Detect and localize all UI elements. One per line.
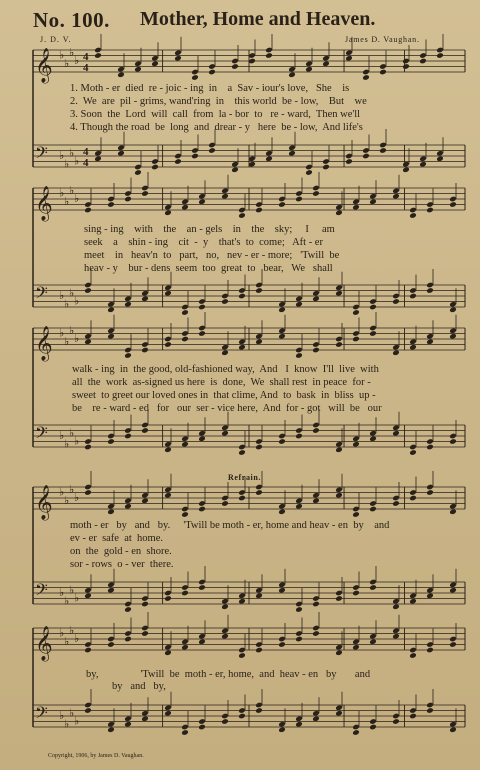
note-head — [369, 724, 377, 731]
note-head — [181, 336, 189, 343]
bass-clef-icon: 𝄢 — [35, 282, 48, 307]
note-head — [107, 306, 115, 313]
note-head — [426, 707, 434, 714]
note-head — [436, 155, 444, 162]
lyric-line: 4. Though the road be long and drear - y here be - low, And life's — [70, 122, 363, 133]
flat-icon: ♭ — [64, 634, 70, 648]
note-head — [322, 60, 330, 67]
note-head — [174, 55, 182, 62]
note-head — [312, 497, 320, 504]
lyric-line: on the gold - en shore. — [70, 546, 172, 557]
note-head — [255, 444, 263, 451]
note-head — [198, 584, 206, 591]
note-head — [352, 441, 360, 448]
note-head — [238, 344, 246, 351]
note-head — [107, 333, 115, 340]
flat-icon: ♭ — [69, 45, 75, 59]
note-head — [164, 341, 172, 348]
note-head — [449, 438, 457, 445]
note-head — [191, 74, 199, 81]
copyright-notice: Copyright, 1906, by James D. Vaughan. — [48, 753, 144, 759]
note-head — [221, 193, 229, 200]
note-head — [164, 446, 172, 453]
note-head — [449, 641, 457, 648]
note-head — [238, 449, 246, 456]
flat-icon: ♭ — [59, 485, 65, 499]
note-head — [335, 290, 343, 297]
note-head — [124, 301, 132, 308]
flat-icon: ♭ — [59, 709, 65, 722]
note-head — [107, 726, 115, 733]
flat-icon: ♭ — [59, 326, 65, 340]
note-head — [124, 636, 132, 643]
note-head — [255, 647, 263, 654]
flat-icon: ♭ — [69, 183, 75, 197]
note-head — [198, 198, 206, 205]
bass-clef-icon: 𝄢 — [35, 579, 48, 604]
note-head — [335, 710, 343, 717]
note-head — [288, 150, 296, 157]
note-head — [117, 150, 125, 157]
note-head — [198, 638, 206, 645]
note-head — [198, 435, 206, 442]
flat-icon: ♭ — [64, 717, 70, 731]
note-head — [335, 595, 343, 602]
note-head — [255, 489, 263, 496]
note-head — [362, 153, 370, 160]
note-head — [221, 500, 229, 507]
note-head — [449, 333, 457, 340]
flat-icon: ♭ — [59, 149, 65, 162]
note-head — [369, 506, 377, 513]
flat-icon: ♭ — [74, 54, 80, 67]
flat-icon: ♭ — [74, 632, 80, 645]
flat-icon: ♭ — [64, 157, 70, 171]
flat-icon: ♭ — [59, 186, 65, 200]
note-head — [295, 196, 303, 203]
note-head — [305, 169, 313, 176]
note-head — [409, 598, 417, 605]
note-head — [312, 630, 320, 637]
note-head — [221, 633, 229, 640]
note-head — [352, 644, 360, 651]
note-head — [107, 587, 115, 594]
flat-icon: ♭ — [64, 493, 70, 507]
note-head — [449, 587, 457, 594]
note-head — [295, 352, 303, 359]
lyric-line: by, 'Twill be moth - er, home, and heav - en by and — [86, 669, 371, 680]
note-head — [124, 196, 132, 203]
note-head — [198, 330, 206, 337]
time-signature: 4 — [83, 157, 89, 169]
note-head — [84, 592, 92, 599]
note-head — [392, 500, 400, 507]
note-head — [231, 63, 239, 70]
note-head — [335, 446, 343, 453]
note-head — [392, 633, 400, 640]
lyric-line: by and by, — [112, 681, 166, 692]
note-head — [238, 212, 246, 219]
note-head — [295, 721, 303, 728]
note-head — [84, 444, 92, 451]
note-head — [238, 652, 246, 659]
flat-icon: ♭ — [69, 426, 75, 440]
note-head — [107, 438, 115, 445]
lyric-line: sing - ing with the an - gels in the sky; I am — [84, 224, 335, 235]
note-head — [164, 595, 172, 602]
note-head — [369, 198, 377, 205]
flat-icon: ♭ — [69, 706, 75, 720]
note-head — [84, 207, 92, 214]
note-head — [369, 304, 377, 311]
note-head — [392, 349, 400, 356]
note-head — [141, 427, 149, 434]
note-head — [379, 147, 387, 154]
note-head — [94, 52, 102, 59]
note-head — [312, 347, 320, 354]
note-head — [198, 506, 206, 513]
flat-icon: ♭ — [64, 334, 70, 348]
note-head — [164, 710, 172, 717]
flat-icon: ♭ — [74, 154, 80, 168]
note-head — [352, 511, 360, 518]
note-head — [181, 644, 189, 651]
note-head — [181, 441, 189, 448]
note-head — [409, 212, 417, 219]
note-head — [288, 71, 296, 78]
note-head — [278, 641, 286, 648]
note-head — [107, 641, 115, 648]
note-head — [369, 638, 377, 645]
note-head — [419, 58, 427, 65]
note-head — [198, 304, 206, 311]
note-head — [409, 495, 417, 502]
note-head — [208, 147, 216, 154]
note-head — [141, 190, 149, 197]
note-head — [238, 598, 246, 605]
note-head — [312, 715, 320, 722]
note-head — [426, 489, 434, 496]
note-head — [151, 60, 159, 67]
note-head — [426, 592, 434, 599]
note-head — [419, 161, 427, 168]
note-head — [449, 726, 457, 733]
flat-icon: ♭ — [64, 594, 70, 608]
note-head — [335, 492, 343, 499]
note-head — [392, 193, 400, 200]
lyric-line: walk - ing in the good, old-fashioned way, And I know I'll live with — [72, 364, 379, 375]
note-head — [345, 55, 353, 62]
lyric-line: be re - ward - ed for our ser - vice here, And for - got will be our — [72, 403, 382, 414]
note-head — [255, 707, 263, 714]
note-head — [208, 69, 216, 76]
treble-clef-icon: 𝄞 — [35, 48, 53, 83]
time-signature: 4 — [83, 146, 89, 158]
lyric-line: heav - y bur - dens seem too great to bear, We shall — [84, 263, 333, 274]
note-head — [392, 603, 400, 610]
note-head — [181, 729, 189, 736]
flat-icon: ♭ — [74, 714, 80, 728]
flat-icon: ♭ — [69, 323, 75, 337]
flat-icon: ♭ — [64, 194, 70, 208]
note-head — [409, 652, 417, 659]
bass-clef-icon: 𝄢 — [35, 142, 48, 167]
author-initials: J. D. V. — [40, 35, 72, 44]
flat-icon: ♭ — [59, 48, 65, 62]
hymn-title: Mother, Home and Heaven. — [140, 8, 376, 30]
note-head — [84, 287, 92, 294]
note-head — [278, 306, 286, 313]
note-head — [164, 209, 172, 216]
flat-icon: ♭ — [74, 434, 80, 448]
note-head — [305, 66, 313, 73]
note-head — [352, 204, 360, 211]
note-head — [369, 584, 377, 591]
note-head — [402, 166, 410, 173]
lyric-line: sweet to greet our loved ones in that clime, And to bask in bliss up - — [72, 390, 376, 401]
flat-icon: ♭ — [59, 429, 65, 442]
lyric-line: sor - rows o - ver there. — [70, 559, 174, 570]
note-head — [141, 715, 149, 722]
note-head — [295, 433, 303, 440]
note-head — [295, 301, 303, 308]
note-head — [278, 508, 286, 515]
note-head — [392, 430, 400, 437]
flat-icon: ♭ — [59, 626, 65, 640]
note-head — [124, 352, 132, 359]
composer-credit: James D. Vaughan. — [345, 35, 420, 44]
flat-icon: ♭ — [74, 591, 80, 605]
note-head — [221, 603, 229, 610]
note-head — [335, 341, 343, 348]
note-head — [436, 52, 444, 59]
note-head — [107, 508, 115, 515]
flat-icon: ♭ — [64, 56, 70, 70]
flat-icon: ♭ — [69, 482, 75, 496]
note-head — [84, 647, 92, 654]
treble-clef-icon: 𝄞 — [35, 626, 53, 661]
time-signature: 4 — [83, 62, 89, 74]
note-head — [124, 503, 132, 510]
note-head — [392, 718, 400, 725]
refrain-label: Refrain. — [228, 473, 262, 482]
note-head — [312, 427, 320, 434]
note-head — [141, 630, 149, 637]
note-head — [278, 201, 286, 208]
note-head — [141, 295, 149, 302]
note-head — [221, 718, 229, 725]
note-head — [124, 606, 132, 613]
bass-clef-icon: 𝄢 — [35, 702, 48, 727]
treble-clef-icon: 𝄞 — [35, 326, 53, 361]
bass-clef-icon: 𝄢 — [35, 422, 48, 447]
note-head — [426, 207, 434, 214]
lyric-line: all the work as-signed us here is done, We shall rest in peace for - — [72, 377, 371, 388]
flat-icon: ♭ — [74, 332, 80, 345]
note-head — [426, 444, 434, 451]
note-head — [134, 66, 142, 73]
time-signature: 4 — [83, 51, 89, 63]
note-head — [231, 166, 239, 173]
note-head — [238, 713, 246, 720]
flat-icon: ♭ — [74, 294, 80, 308]
note-head — [409, 449, 417, 456]
note-head — [255, 338, 263, 345]
note-head — [295, 636, 303, 643]
note-head — [221, 349, 229, 356]
note-head — [238, 293, 246, 300]
note-head — [181, 309, 189, 316]
note-head — [322, 164, 330, 171]
note-head — [369, 330, 377, 337]
treble-clef-icon: 𝄞 — [35, 485, 53, 520]
note-head — [449, 508, 457, 515]
note-head — [181, 590, 189, 597]
note-head — [352, 729, 360, 736]
note-head — [449, 201, 457, 208]
note-head — [426, 287, 434, 294]
note-head — [312, 190, 320, 197]
note-head — [181, 204, 189, 211]
note-head — [265, 155, 273, 162]
note-head — [255, 287, 263, 294]
flat-icon: ♭ — [64, 437, 70, 451]
note-head — [426, 338, 434, 345]
note-head — [255, 207, 263, 214]
flat-icon: ♭ — [69, 286, 75, 300]
hymn-number: No. 100. — [33, 8, 110, 32]
note-head — [134, 169, 142, 176]
lyric-line: 3. Soon the Lord will call from la - bor to re - ward, Then we'll — [70, 109, 361, 120]
lyric-line: meet in heav'n to part, no, nev - er - more; 'Twill be — [84, 250, 340, 261]
note-head — [84, 707, 92, 714]
note-head — [198, 724, 206, 731]
flat-icon: ♭ — [59, 586, 65, 599]
note-head — [265, 52, 273, 59]
note-head — [312, 295, 320, 302]
note-head — [151, 164, 159, 171]
note-head — [164, 649, 172, 656]
flat-icon: ♭ — [74, 192, 80, 205]
note-head — [84, 338, 92, 345]
flat-icon: ♭ — [74, 491, 80, 504]
flat-icon: ♭ — [69, 623, 75, 637]
note-head — [369, 435, 377, 442]
lyric-line: 2. We are pil - grims, wand'ring in this world be - low, But we — [70, 96, 367, 107]
note-head — [117, 71, 125, 78]
note-head — [335, 209, 343, 216]
note-head — [124, 433, 132, 440]
note-head — [402, 63, 410, 70]
note-head — [84, 489, 92, 496]
note-head — [295, 503, 303, 510]
note-head — [164, 492, 172, 499]
note-head — [94, 155, 102, 162]
note-head — [352, 590, 360, 597]
lyric-line: ev - er safe at home. — [70, 533, 163, 544]
note-head — [255, 592, 263, 599]
note-head — [379, 69, 387, 76]
note-head — [174, 158, 182, 165]
note-head — [191, 153, 199, 160]
note-head — [312, 601, 320, 608]
note-head — [238, 495, 246, 502]
note-head — [409, 344, 417, 351]
note-head — [295, 606, 303, 613]
note-head — [278, 587, 286, 594]
note-head — [124, 721, 132, 728]
note-head — [426, 647, 434, 654]
note-head — [141, 347, 149, 354]
flat-icon: ♭ — [69, 583, 75, 597]
note-head — [141, 497, 149, 504]
note-head — [409, 293, 417, 300]
note-head — [362, 74, 370, 81]
note-head — [352, 309, 360, 316]
note-head — [278, 438, 286, 445]
note-head — [221, 430, 229, 437]
note-head — [107, 201, 115, 208]
note-head — [392, 298, 400, 305]
note-head — [449, 306, 457, 313]
lyric-line: moth - er by and by. 'Twill be moth - er, home and heav - en by and — [70, 520, 390, 531]
note-head — [181, 511, 189, 518]
note-head — [409, 713, 417, 720]
lyric-line: seek a shin - ing cit - y that's to come; Aft - er — [84, 237, 323, 248]
note-head — [352, 336, 360, 343]
note-head — [335, 649, 343, 656]
note-head — [278, 333, 286, 340]
treble-clef-icon: 𝄞 — [35, 186, 53, 221]
flat-icon: ♭ — [64, 297, 70, 311]
flat-icon: ♭ — [69, 146, 75, 160]
note-head — [221, 298, 229, 305]
note-head — [141, 601, 149, 608]
lyric-line: 1. Moth - er died re - joic - ing in a Sav - iour's love, She is — [70, 83, 350, 94]
note-head — [278, 726, 286, 733]
note-head — [345, 158, 353, 165]
note-head — [164, 290, 172, 297]
flat-icon: ♭ — [59, 289, 65, 302]
